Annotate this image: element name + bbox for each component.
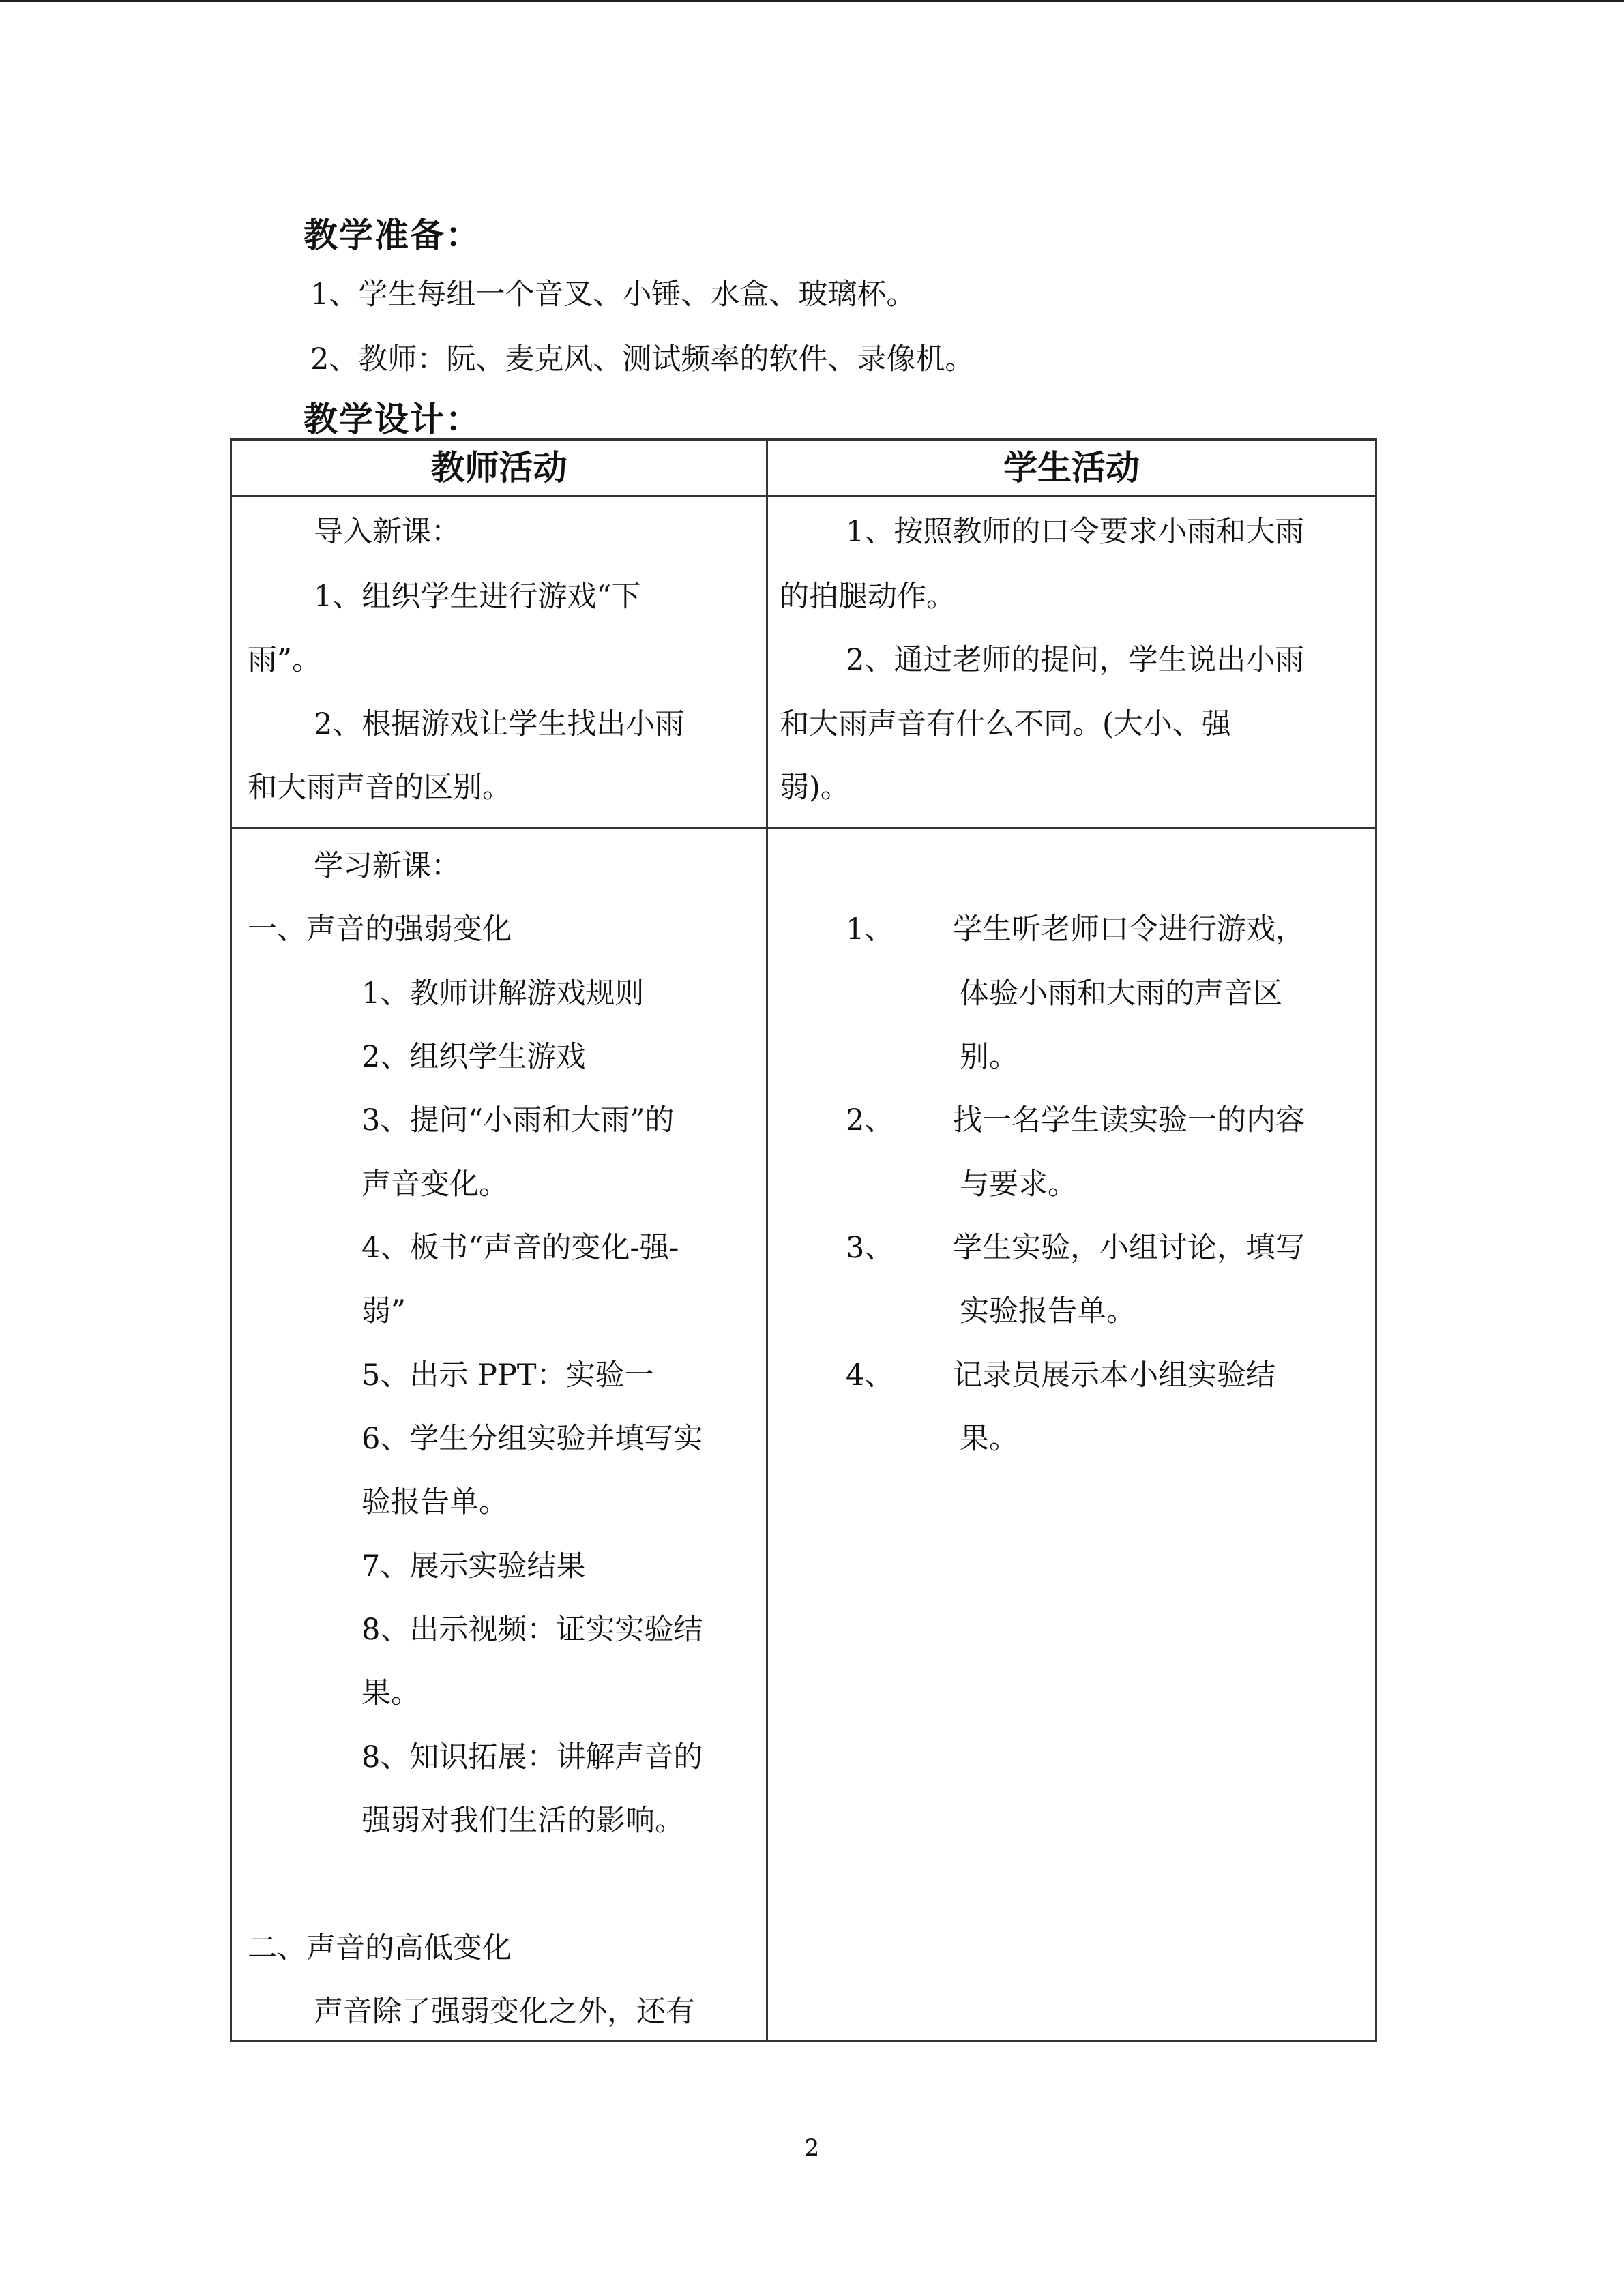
student-item-1-line1: 学生听老师口令进行游戏， [953,912,1305,946]
student-r1-item2-line3: 弱)。 [780,771,850,805]
section-2-text: 声音除了强弱变化之外，还有 [314,1995,695,2029]
student-item-2-line1: 找一名学生读实验一的内容 [953,1103,1305,1137]
row-divider [232,827,1375,829]
page-top-border [0,0,1624,2]
intro-label: 导入新课： [314,515,460,549]
student-item-1-line2: 体验小雨和大雨的声音区 [960,976,1282,1011]
teacher-step-9-line1: 8、知识拓展：讲解声音的 [361,1740,703,1774]
student-r1-item2-line1: 2、通过老师的提问，学生说出小雨 [846,643,1305,677]
preparation-heading: 教学准备： [304,215,481,255]
student-item-3-line1: 学生实验，小组讨论，填写 [953,1231,1305,1265]
teacher-r1-item1-line2: 雨”。 [248,643,321,677]
student-r1-item2-line2: 和大雨声音有什么不同。(大小、强 [780,707,1231,741]
teacher-step-8-line2: 果。 [361,1676,420,1710]
header-divider [232,495,1375,497]
header-student-activity: 学生活动 [1003,448,1140,488]
student-item-3-line2: 实验报告单。 [960,1294,1136,1328]
teacher-r1-item2-line2: 和大雨声音的区别。 [248,771,512,805]
student-item-2-line2: 与要求。 [960,1167,1077,1202]
teacher-step-7: 7、展示实验结果 [361,1549,586,1583]
column-divider [766,441,768,2040]
lesson-design-table [230,438,1377,2042]
section-2-title: 二、声音的高低变化 [248,1931,512,1965]
teacher-step-1: 1、教师讲解游戏规则 [361,976,645,1011]
teacher-step-6-line2: 验报告单。 [361,1485,508,1519]
student-r1-item1-line2: 的拍腿动作。 [780,580,956,614]
teacher-step-9-line2: 强弱对我们生活的影响。 [361,1804,684,1838]
student-item-4-line1: 记录员展示本小组实验结 [953,1358,1275,1392]
page-number: 2 [804,2134,820,2162]
design-heading: 教学设计： [304,400,481,439]
teacher-step-8-line1: 8、出示视频：证实实验结 [361,1613,703,1647]
student-item-4-number: 4、 [846,1358,894,1392]
student-item-4-line2: 果。 [960,1422,1018,1456]
student-item-2-number: 2、 [846,1103,894,1137]
teacher-r1-item2-line1: 2、根据游戏让学生找出小雨 [314,707,685,741]
teacher-step-4-line2: 弱” [361,1294,406,1328]
teacher-step-2: 2、组织学生游戏 [361,1040,586,1074]
student-r1-item1-line1: 1、按照教师的口令要求小雨和大雨 [846,515,1305,549]
preparation-item-2: 2、教师：阮、麦克风、测试频率的软件、录像机。 [310,342,975,376]
teacher-step-3-line2: 声音变化。 [361,1167,508,1202]
teacher-r1-item1-line1: 1、组织学生进行游戏“下 [314,580,641,614]
student-item-1-number: 1、 [846,912,894,946]
teacher-step-4-line1: 4、板书“声音的变化-强- [361,1231,679,1265]
teacher-step-5: 5、出示 PPT：实验一 [361,1358,654,1392]
header-teacher-activity: 教师活动 [430,448,567,488]
student-item-3-number: 3、 [846,1231,894,1265]
teacher-step-3-line1: 3、提问“小雨和大雨”的 [361,1103,675,1137]
new-lesson-label: 学习新课： [314,849,460,883]
preparation-item-1: 1、学生每组一个音叉、小锤、水盒、玻璃杯。 [310,278,916,312]
section-1-title: 一、声音的强弱变化 [248,912,512,946]
teacher-step-6-line1: 6、学生分组实验并填写实 [361,1422,703,1456]
student-item-1-line3: 别。 [960,1040,1018,1074]
